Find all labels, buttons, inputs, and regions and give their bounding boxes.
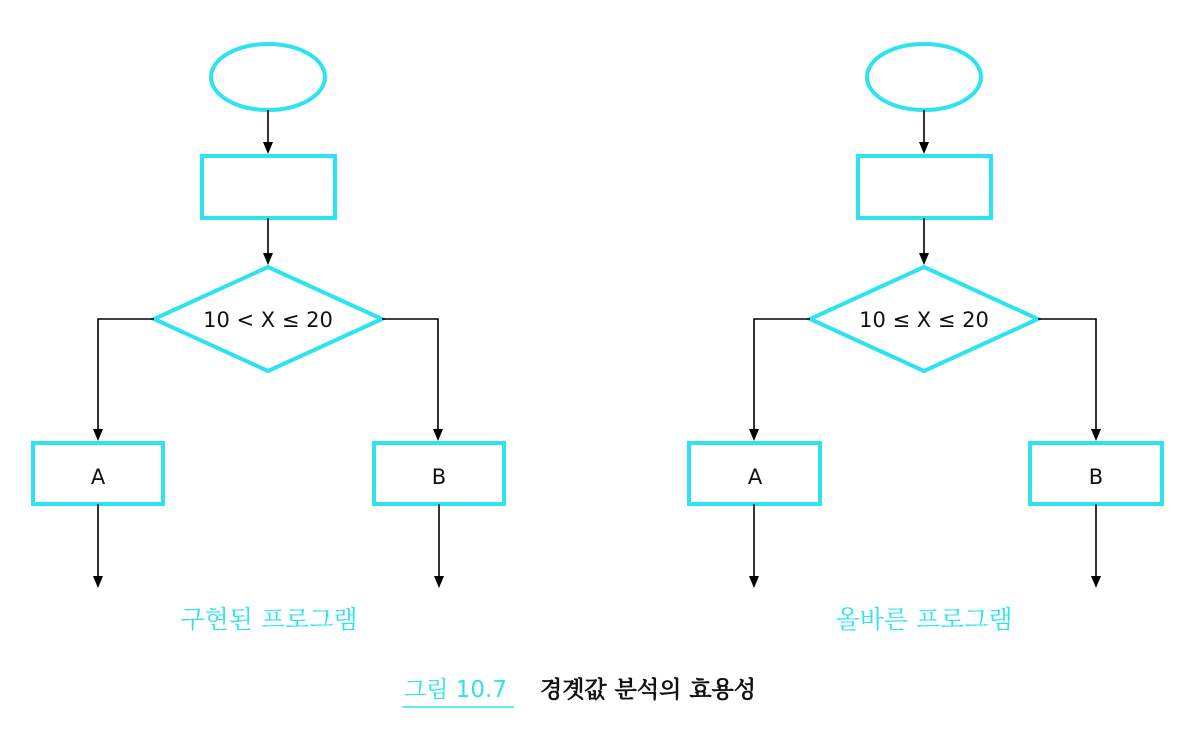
condition-label: 10 ≤ X ≤ 20: [859, 308, 989, 332]
caption-implemented: 구현된 프로그램: [180, 605, 358, 634]
branch-line-left: [98, 319, 154, 430]
branch-line-right: [382, 319, 438, 430]
condition-label: 10 < X ≤ 20: [203, 308, 333, 332]
process-box: [202, 156, 335, 218]
arrowhead: [434, 576, 444, 588]
arrowhead: [749, 576, 759, 588]
arrowhead: [93, 576, 103, 588]
figure-title: 경곗값 분석의 효용성: [540, 677, 756, 703]
figure-number: 그림 10.7: [404, 677, 507, 703]
arrowhead: [433, 429, 443, 441]
arrowhead: [263, 142, 273, 154]
arrowhead: [263, 253, 273, 265]
arrowhead: [749, 429, 759, 441]
flowchart-correct: [689, 44, 1162, 634]
arrowhead: [919, 253, 929, 265]
arrowhead: [93, 429, 103, 441]
box-b-label: B: [1088, 465, 1104, 489]
process-box: [858, 156, 991, 218]
box-a-label: A: [90, 465, 106, 489]
figure-caption: [402, 676, 756, 707]
box-a-label: A: [747, 465, 763, 489]
caption-correct: 올바른 프로그램: [835, 605, 1013, 634]
branch-line-left: [754, 319, 810, 430]
arrowhead: [919, 142, 929, 154]
arrowhead: [1091, 576, 1101, 588]
branch-line-right: [1038, 319, 1096, 430]
start-terminal: [211, 44, 325, 110]
box-b-label: B: [431, 465, 447, 489]
start-terminal: [867, 44, 981, 110]
arrowhead: [1091, 429, 1101, 441]
flowchart-implemented: [33, 44, 504, 634]
